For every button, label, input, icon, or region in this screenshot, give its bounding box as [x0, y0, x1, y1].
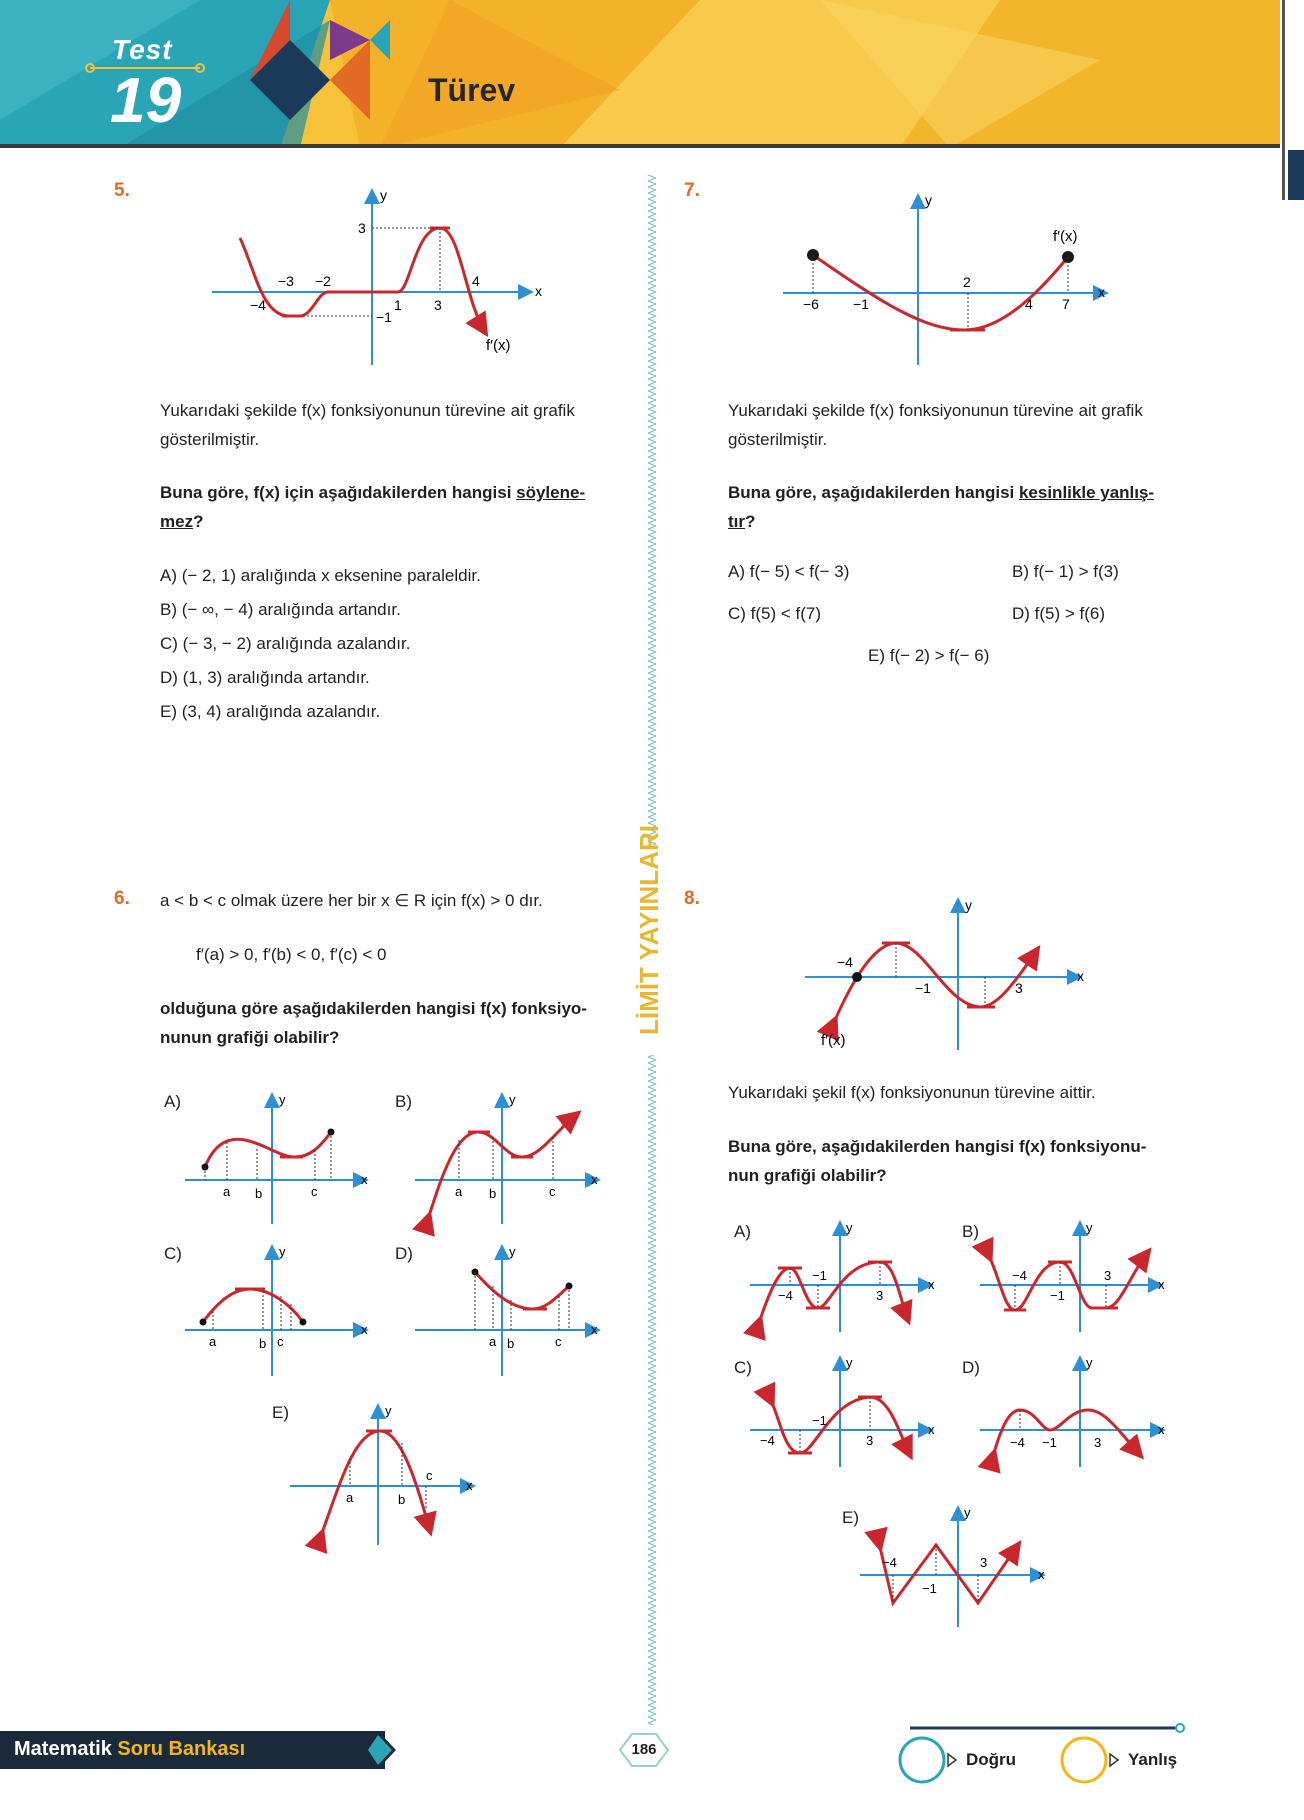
q5-fn-label: f′(x)	[486, 337, 511, 354]
q5-tick-m4: −4	[250, 297, 266, 313]
svg-text:x: x	[1077, 968, 1084, 984]
q8-question-line-1: Buna göre, aşağıdakilerden hangisi f(x) fonksiyonu-	[728, 1137, 1147, 1156]
svg-text:b: b	[489, 1186, 497, 1201]
svg-text:3: 3	[1015, 980, 1023, 996]
q7-option-d[interactable]: D) f(5) > f(6)	[1012, 604, 1106, 623]
q5-option-c[interactable]: C) (− 3, − 2) aralığında azalandır.	[160, 634, 411, 653]
q7-x-label: x	[1098, 284, 1105, 300]
q5-derivative-graph	[200, 180, 560, 370]
q8-option-e-graph[interactable]	[860, 1505, 1060, 1630]
svg-text:−4: −4	[837, 954, 853, 970]
page-title: Türev	[428, 72, 516, 108]
svg-text:b: b	[259, 1336, 267, 1351]
footer-chevron-icon	[360, 1731, 400, 1769]
q7-option-a[interactable]: A) f(− 5) < f(− 3)	[728, 562, 850, 581]
q8-derivative-graph	[795, 895, 1095, 1055]
question-7-number: 7.	[684, 180, 700, 201]
q6-condition-line-2: f′(a) > 0, f′(b) < 0, f′(c) < 0	[196, 945, 387, 964]
svg-text:b: b	[255, 1186, 263, 1201]
q6-option-a-graph[interactable]	[185, 1092, 375, 1227]
page-number: 186	[631, 1741, 657, 1758]
q5-tick-m2: −2	[315, 273, 331, 289]
q8-question-line-2: nun grafiği olabilir?	[728, 1166, 887, 1185]
q5-intro-line-2: gösterilmiştir.	[160, 430, 260, 449]
q7-tick-2: 2	[963, 274, 971, 290]
q7-option-e[interactable]: E) f(− 2) > f(− 6)	[868, 646, 990, 665]
header-background	[0, 0, 1280, 148]
q6-option-d-label[interactable]: D)	[395, 1244, 413, 1263]
q5-question-line-2: mez?	[160, 512, 204, 531]
svg-text:−4: −4	[760, 1433, 775, 1448]
svg-text:b: b	[398, 1492, 406, 1507]
q7-option-b[interactable]: B) f(− 1) > f(3)	[1012, 562, 1119, 581]
svg-text:x: x	[928, 1422, 935, 1437]
q7-question-line-2: tır?	[728, 512, 756, 531]
q7-tick-m1: −1	[853, 296, 869, 312]
svg-text:x: x	[928, 1277, 935, 1292]
svg-text:a: a	[346, 1490, 354, 1505]
svg-text:y: y	[385, 1403, 392, 1418]
svg-text:y: y	[846, 1355, 853, 1370]
question-6-number: 6.	[114, 888, 130, 909]
svg-text:−1: −1	[1050, 1288, 1065, 1303]
q6-option-c-label[interactable]: C)	[164, 1244, 182, 1263]
header-underline	[0, 144, 1280, 148]
svg-text:a: a	[209, 1334, 217, 1349]
svg-text:x: x	[591, 1322, 598, 1337]
svg-text:x: x	[1158, 1422, 1165, 1437]
svg-text:c: c	[311, 1184, 318, 1199]
svg-text:b: b	[507, 1336, 515, 1351]
q5-y-tick-m1: −1	[376, 309, 392, 325]
q6-option-b-label[interactable]: B)	[395, 1092, 412, 1111]
q5-tick-m3: −3	[278, 273, 294, 289]
q6-option-c-graph[interactable]	[185, 1244, 375, 1379]
q8-option-b-graph[interactable]	[980, 1220, 1170, 1335]
q6-option-d-graph[interactable]	[415, 1244, 605, 1379]
q5-option-b[interactable]: B) (− ∞, − 4) aralığında artandır.	[160, 600, 401, 619]
svg-text:−4: −4	[1012, 1268, 1027, 1283]
svg-text:y: y	[964, 1505, 971, 1520]
test-number: 19	[110, 64, 182, 136]
svg-text:3: 3	[1104, 1268, 1112, 1283]
q8-option-a-graph[interactable]	[750, 1220, 940, 1335]
q6-option-e-label[interactable]: E)	[272, 1403, 289, 1422]
svg-text:−4: −4	[1010, 1435, 1025, 1450]
svg-text:c: c	[277, 1334, 284, 1349]
publisher-logo	[634, 825, 670, 1055]
q5-option-e[interactable]: E) (3, 4) aralığında azalandır.	[160, 702, 381, 721]
page-edge-tab	[1282, 0, 1304, 200]
svg-text:−4: −4	[882, 1555, 897, 1570]
q5-y-tick-3: 3	[358, 220, 366, 236]
svg-text:3: 3	[1094, 1435, 1102, 1450]
question-5-number: 5.	[114, 180, 130, 201]
svg-text:−1: −1	[922, 1581, 937, 1596]
q7-tick-m6: −6	[803, 296, 819, 312]
svg-text:x: x	[591, 1172, 598, 1187]
svg-text:a: a	[455, 1184, 463, 1199]
q5-tick-3: 3	[434, 297, 442, 313]
q5-option-d[interactable]: D) (1, 3) aralığında artandır.	[160, 668, 370, 687]
svg-text:y: y	[509, 1244, 516, 1259]
svg-text:x: x	[1158, 1277, 1165, 1292]
svg-text:3: 3	[866, 1433, 874, 1448]
q6-option-b-graph[interactable]	[415, 1092, 605, 1227]
q7-option-c[interactable]: C) f(5) < f(7)	[728, 604, 822, 623]
svg-text:a: a	[223, 1184, 231, 1199]
q8-option-a-label[interactable]: A)	[734, 1222, 751, 1241]
svg-text:c: c	[555, 1334, 562, 1349]
svg-text:3: 3	[980, 1555, 988, 1570]
q5-y-label: y	[380, 187, 387, 203]
svg-text:x: x	[466, 1478, 473, 1493]
q8-option-d-label[interactable]: D)	[962, 1358, 980, 1377]
q7-intro-line-1: Yukarıdaki şekilde f(x) fonksiyonunun türevine ait grafik	[728, 401, 1143, 420]
svg-text:−1: −1	[915, 980, 931, 996]
q8-option-e-label[interactable]: E)	[842, 1508, 859, 1527]
q7-y-label: y	[925, 192, 932, 208]
q7-fn-label: f′(x)	[1053, 228, 1078, 245]
page-header	[0, 0, 1280, 148]
publisher-mark: LİMİT YAYINLARI	[634, 825, 664, 1035]
q6-option-a-label[interactable]: A)	[164, 1092, 181, 1111]
q7-question-line-1: Buna göre, aşağıdakilerden hangisi kesinlikle yanlış-	[728, 483, 1155, 502]
svg-text:x: x	[361, 1172, 368, 1187]
svg-text:−1: −1	[812, 1413, 827, 1428]
footer-book-title: Matematik Soru Bankası	[14, 1738, 246, 1760]
q5-question-line-1: Buna göre, f(x) için aşağıdakilerden hangisi söylene-	[160, 483, 586, 502]
q6-condition-line-1: a < b < c olmak üzere her bir x ∈ R için f(x) > 0 dır.	[160, 891, 543, 910]
svg-text:x: x	[361, 1322, 368, 1337]
q8-intro: Yukarıdaki şekil f(x) fonksiyonunun türevine aittir.	[728, 1083, 1096, 1102]
svg-text:y: y	[279, 1092, 286, 1107]
svg-text:y: y	[279, 1244, 286, 1259]
svg-text:c: c	[426, 1468, 433, 1483]
q5-x-label: x	[535, 283, 542, 299]
q7-tick-7: 7	[1062, 296, 1070, 312]
q7-intro-line-2: gösterilmiştir.	[728, 430, 828, 449]
svg-text:x: x	[1038, 1567, 1045, 1582]
test-label: Test	[112, 34, 173, 65]
q7-derivative-graph	[775, 185, 1115, 370]
q6-option-e-graph[interactable]	[290, 1403, 480, 1548]
q8-option-d-graph[interactable]	[980, 1355, 1170, 1470]
question-8-number: 8.	[684, 888, 700, 909]
correct-label[interactable]: Doğru	[966, 1750, 1017, 1769]
q5-option-a[interactable]: A) (− 2, 1) aralığında x eksenine paraleldir.	[160, 566, 481, 585]
svg-text:−1: −1	[812, 1268, 827, 1283]
q5-tick-1: 1	[394, 297, 402, 313]
svg-text:y: y	[846, 1220, 853, 1235]
svg-text:a: a	[489, 1334, 497, 1349]
q8-option-b-label[interactable]: B)	[962, 1222, 979, 1241]
q6-question-line-2: nunun grafiği olabilir?	[160, 1028, 340, 1047]
svg-text:3: 3	[876, 1288, 884, 1303]
svg-text:−1: −1	[1042, 1435, 1057, 1450]
q5-intro-line-1: Yukarıdaki şekilde f(x) fonksiyonunun türevine ait grafik	[160, 401, 575, 420]
svg-text:c: c	[549, 1184, 556, 1199]
q6-question-line-1: olduğuna göre aşağıdakilerden hangisi f(x) fonksiyo-	[160, 999, 587, 1018]
svg-text:y: y	[1086, 1355, 1093, 1370]
q7-tick-4: 4	[1025, 296, 1033, 312]
q5-tick-4: 4	[472, 273, 480, 289]
svg-text:−4: −4	[778, 1288, 793, 1303]
svg-text:y: y	[965, 897, 972, 913]
wrong-label[interactable]: Yanlış	[1128, 1750, 1178, 1769]
svg-text:y: y	[509, 1092, 516, 1107]
q8-option-c-label[interactable]: C)	[734, 1358, 752, 1377]
q8-option-c-graph[interactable]	[750, 1355, 940, 1470]
svg-text:f′(x): f′(x)	[821, 1032, 846, 1049]
svg-text:y: y	[1086, 1220, 1093, 1235]
